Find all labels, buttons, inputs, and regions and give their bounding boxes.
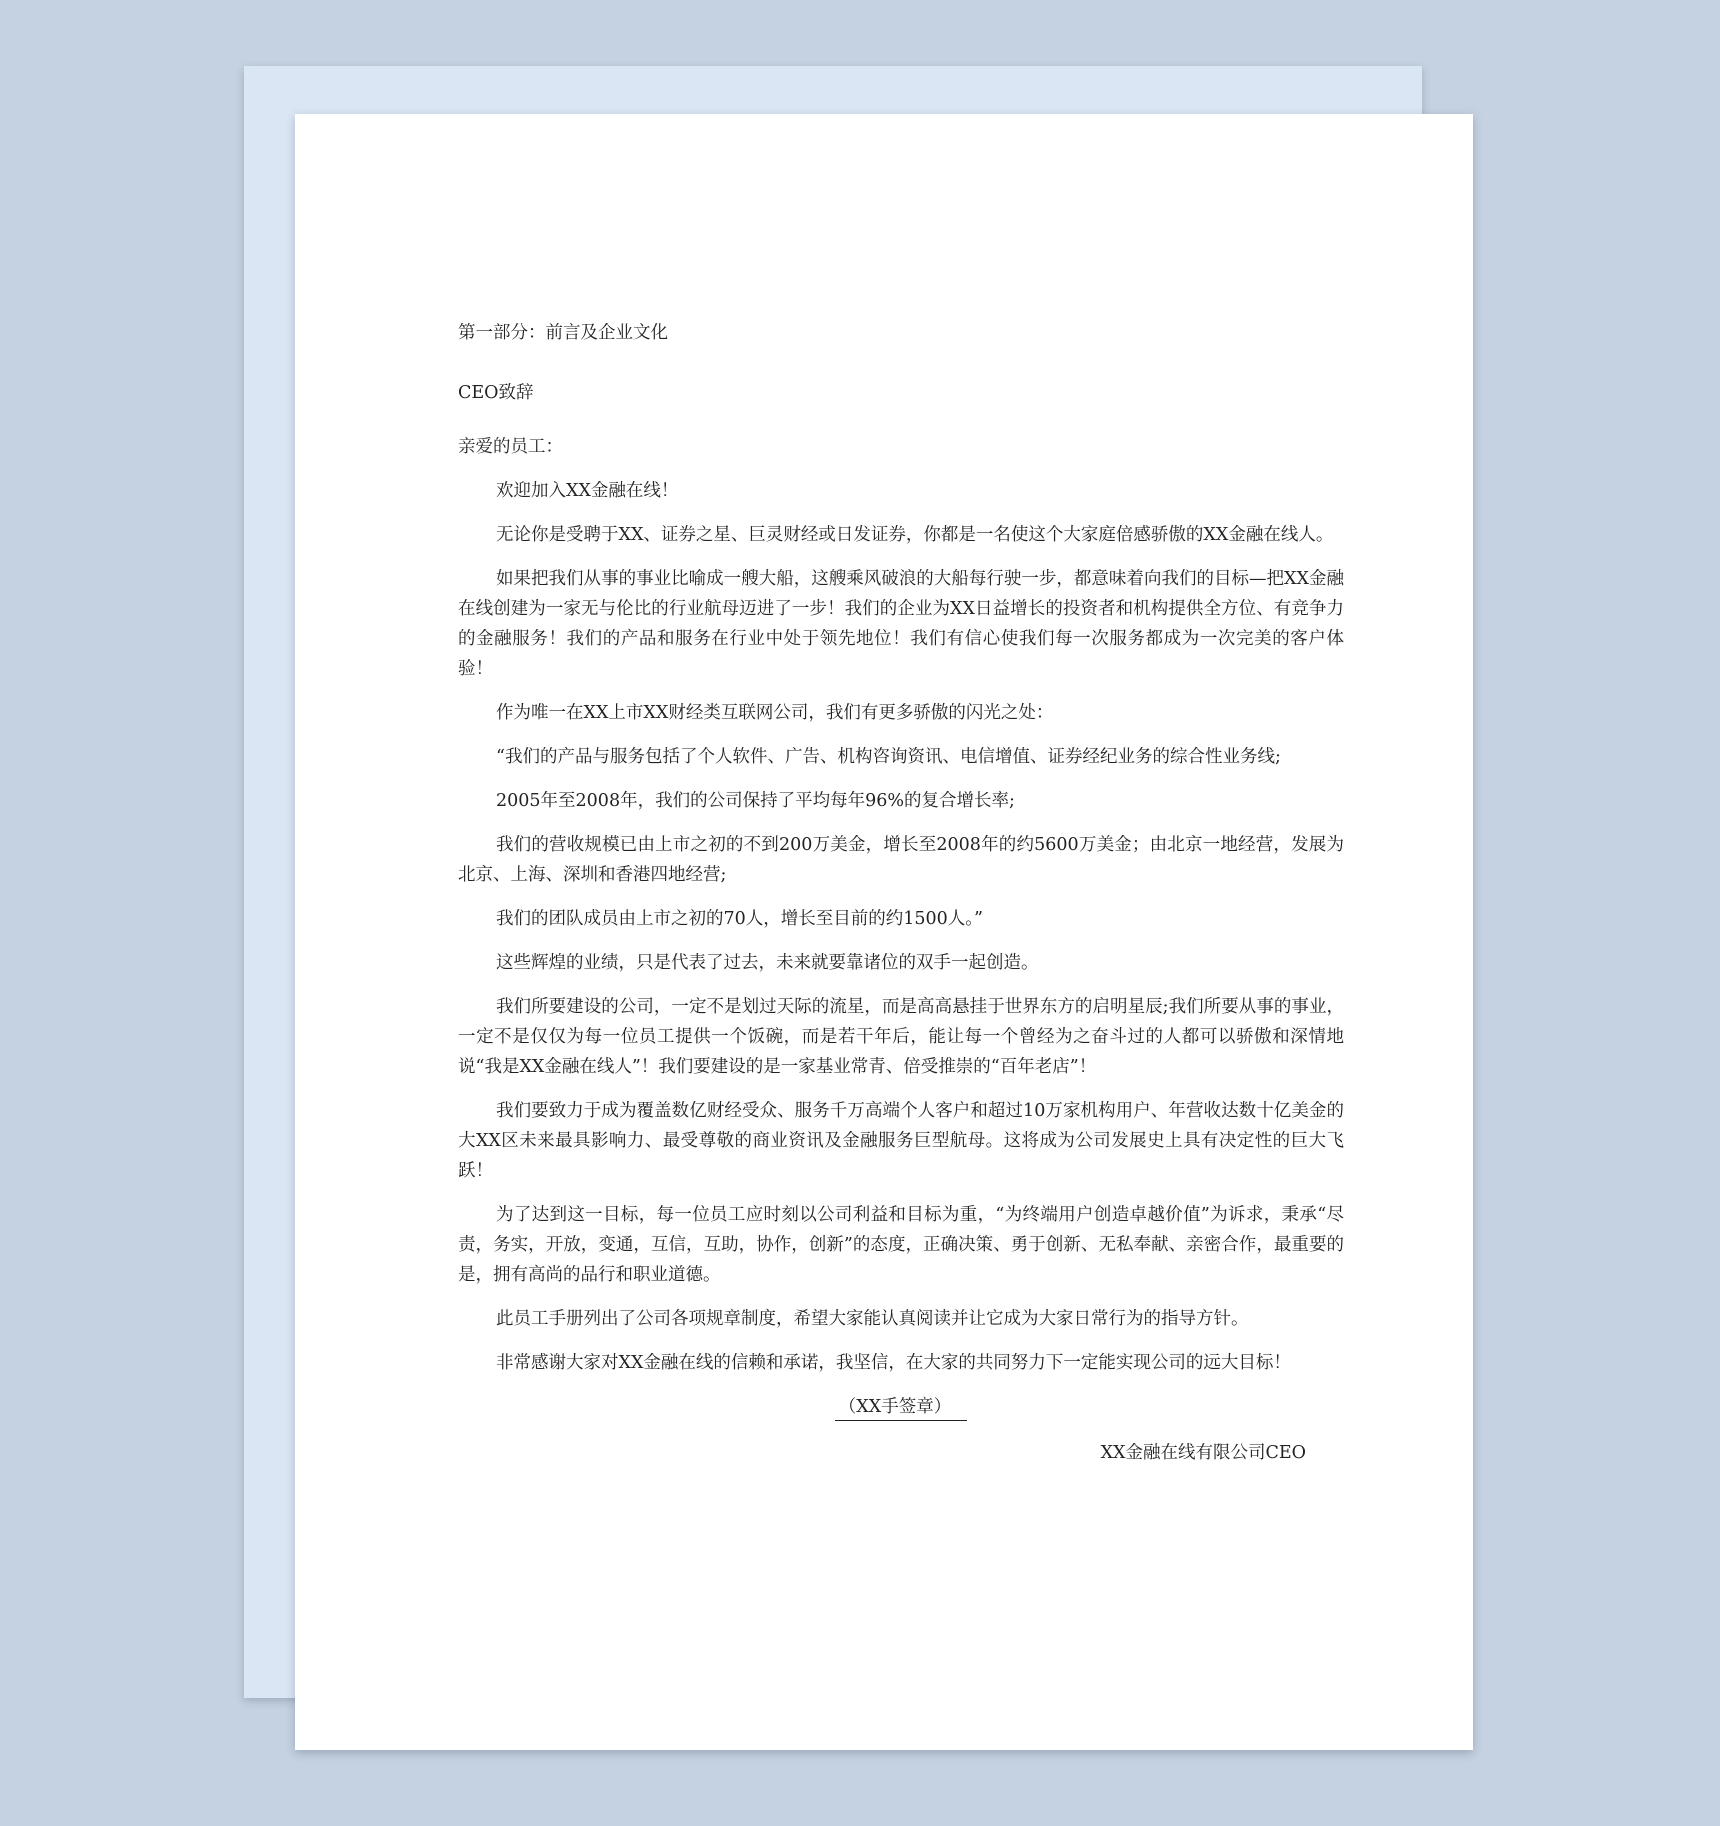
signature-line: （XX手签章） — [835, 1394, 967, 1421]
paragraph: 为了达到这一目标，每一位员工应时刻以公司利益和目标为重，“为终端用户创造卓越价值”为诉求，秉承“尽责，务实，开放，变通，互信，互助，协作，创新”的态度，正确决策、勇于创新、无私奉献、亲密合作，最重要的是，拥有高尚的品行和职业道德。 — [458, 1205, 1344, 1285]
paragraph: 我们的营收规模已由上市之初的不到200万美金，增长至2008年的约5600万美金；由北京一地经营，发展为北京、上海、深圳和香港四地经营; — [458, 835, 1344, 885]
paragraph: 这些辉煌的业绩，只是代表了过去，未来就要靠诸位的双手一起创造。 — [496, 953, 1039, 973]
speech-title: CEO致辞 — [458, 383, 534, 403]
paragraph: 2005年至2008年，我们的公司保持了平均每年96%的复合增长率; — [496, 791, 1015, 811]
document-page — [295, 114, 1473, 1750]
paragraph: 我们的团队成员由上市之初的70人，增长至目前的约1500人。” — [496, 909, 983, 929]
signer-title: XX金融在线有限公司CEO — [1100, 1443, 1306, 1463]
paragraph: 非常感谢大家对XX金融在线的信赖和承诺，我坚信，在大家的共同努力下一定能实现公司的远大目标！ — [496, 1353, 1291, 1373]
paragraph: 作为唯一在XX上市XX财经类互联网公司，我们有更多骄傲的闪光之处： — [496, 703, 1054, 723]
paragraph: 我们要致力于成为覆盖数亿财经受众、服务千万高端个人客户和超过10万家机构用户、年营收达数十亿美金的大XX区未来最具影响力、最受尊敬的商业资讯及金融服务巨型航母。这将成为公司发展史上具有决定性的巨大飞跃！ — [458, 1101, 1344, 1181]
document-body — [458, 318, 1344, 1468]
salutation: 亲爱的员工： — [458, 437, 563, 457]
paragraph: 无论你是受聘于XX、证券之星、巨灵财经或日发证券，你都是一名使这个大家庭倍感骄傲的XX金融在线人。 — [496, 525, 1334, 545]
paragraph: “我们的产品与服务包括了个人软件、广告、机构咨询资讯、电信增值、证券经纪业务的综合性业务线; — [496, 747, 1281, 767]
paragraph: 欢迎加入XX金融在线！ — [496, 481, 679, 501]
paragraph: 如果把我们从事的事业比喻成一艘大船，这艘乘风破浪的大船每行驶一步，都意味着向我们的目标—把XX金融在线创建为一家无与伦比的行业航母迈进了一步！我们的企业为XX日益增长的投资者和机构提供全方位、有竞争力的金融服务！我们的产品和服务在行业中处于领先地位！我们有信心使我们每一次服务都成为一次完美的客户体验！ — [458, 569, 1344, 679]
paragraph: 此员工手册列出了公司各项规章制度，希望大家能认真阅读并让它成为大家日常行为的指导方针。 — [496, 1309, 1249, 1329]
section-title: 第一部分：前言及企业文化 — [458, 323, 668, 343]
paragraph: 我们所要建设的公司，一定不是划过天际的流星，而是高高悬挂于世界东方的启明星辰;我们所要从事的事业，一定不是仅仅为每一位员工提供一个饭碗，而是若干年后，能让每一个曾经为之奋斗过的人都可以骄傲和深情地说“我是XX金融在线人”！我们要建设的是一家基业常青、倍受推崇的“百年老店”！ — [458, 997, 1344, 1077]
signature-block — [458, 1392, 1344, 1422]
